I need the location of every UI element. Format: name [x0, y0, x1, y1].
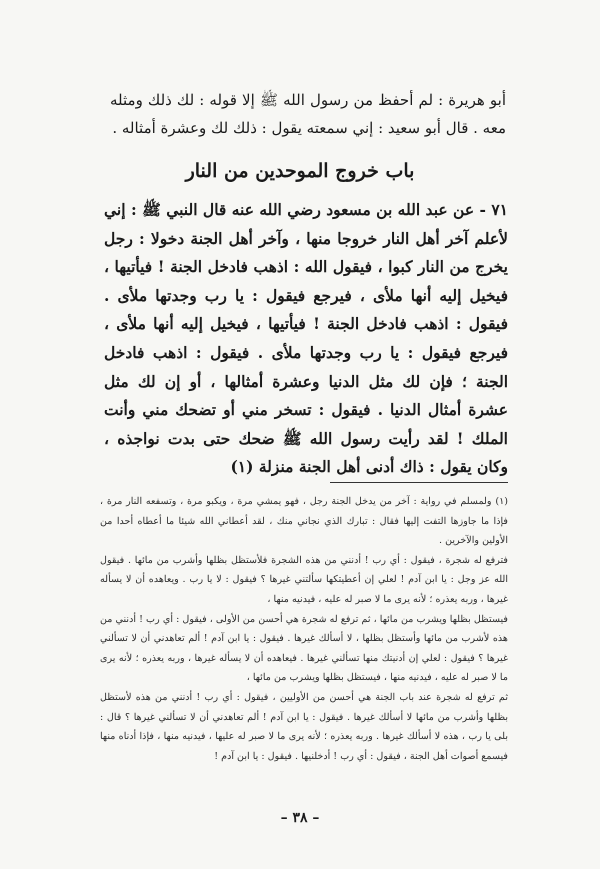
continuation-paragraph: أبو هريرة : لم أحفظ من رسول الله ﷺ إلا قوله : لك ذلك ومثله معه . قال أبو سعيد : إني سمعته يقول : ذلك لك وعشرة أمثاله .	[110, 91, 506, 137]
page-number: – ٣٨ –	[280, 810, 320, 826]
footnote-line: ثم ترفع له شجرة عند باب الجنة هي أحسن من الأوليين ، فيقول : أي رب ! أدنني من هذه لأستظل بظلها وأشرب من مائها لا أسألك غيرها . فيقول : يا ابن آدم ! ألم تعاهدني أن لا تسألني غيرها ؟ قال : بلى يا رب ، هذه لا أسألك غيرها . وربه يعذره ؛ لأنه يرى ما لا صبر له عليها ، فيدنيه منها ، فإذا أدناه منها فيسمع أصوات أهل الجنة ، فيقول : أي رب ! أدخلنيها . فيقول : يا ابن آدم !	[100, 691, 508, 762]
footnotes	[100, 492, 508, 766]
footnote-line: فترفع له شجرة ، فيقول : أي رب ! أدنني من هذه الشجرة فلأستظل بظلها وأشرب من مائها . فيقول الله عز وجل : يا ابن آدم ! لعلي إن أعطيتكها سألتني غيرها ؟ فيقول : لا يا رب . ويعاهده أن لا يسأله غيرها ، وربه يعذره ؛ لأنه يرى ما لا صبر له عليه ، فيدنيه منها ،	[100, 554, 508, 605]
footnote-marker: (١)	[230, 457, 254, 477]
section-heading: باب خروج الموحدين من النار	[185, 160, 415, 182]
footnote-line: فيستظل بظلها ويشرب من مائها ، ثم ترفع له شجرة هي أحسن من الأولى ، فيقول : أي رب ! أدنني من هذه لأشرب من مائها وأستظل بظلها ، لا أسألك غيرها . فيقول : يا ابن آدم ! ألم تعاهدني أن لا تسألني غيرها ؟ فيقول : لعلي إن أدنيتك منها تسألني غيرها . فيعاهده أن لا يسأله غيرها ، وربه يعذره ؛ لأنه يرى ما لا صبر له عليه ، فيدنيه منها ، فيستظل بظلها ويشرب من مائها ،	[100, 613, 508, 684]
footnote-line: (١) ولمسلم في رواية : آخر من يدخل الجنة رجل ، فهو يمشي مرة ، ويكبو مرة ، وتسفعه النار مرة ، فإذا ما جاوزها التفت إليها فقال : تبارك الذي نجاني منك ، لقد أعطاني الله شيئا ما أعطاه أحدا من الأولين والآخرين .	[100, 496, 508, 547]
hadith-text: - عن عبد الله بن مسعود رضي الله عنه قال النبي ﷺ : إني لأعلم آخر أهل النار خروجا منها ، وآخر أهل الجنة دخولا : رجل يخرج من النار كبوا ، فيقول الله : اذهب فادخل الجنة ! فيأتيها ، فيخيل إليه أنها ملأى ، فيرجع فيقول : يا رب وجدتها ملأى . فيقول : اذهب فادخل الجنة ! فيأتيها ، فيخيل إليه أنها ملأى ، فيرجع فيقول : يا رب وجدتها ملأى . فيقول : اذهب فادخل الجنة ؛ فإن لك مثل الدنيا وعشرة أمثالها ، أو إن لك مثل عشرة أمثال الدنيا . فيقول : تسخر مني أو تضحك مني وأنت الملك ! لقد رأيت رسول الله ﷺ ضحك حتى بدت نواجذه ، وكان يقول : ذاك أدنى أهل الجنة منزلة	[104, 200, 508, 477]
hadith-number: ٧١	[491, 200, 509, 219]
footnote-separator	[330, 482, 508, 483]
hadith-71	[104, 196, 508, 482]
